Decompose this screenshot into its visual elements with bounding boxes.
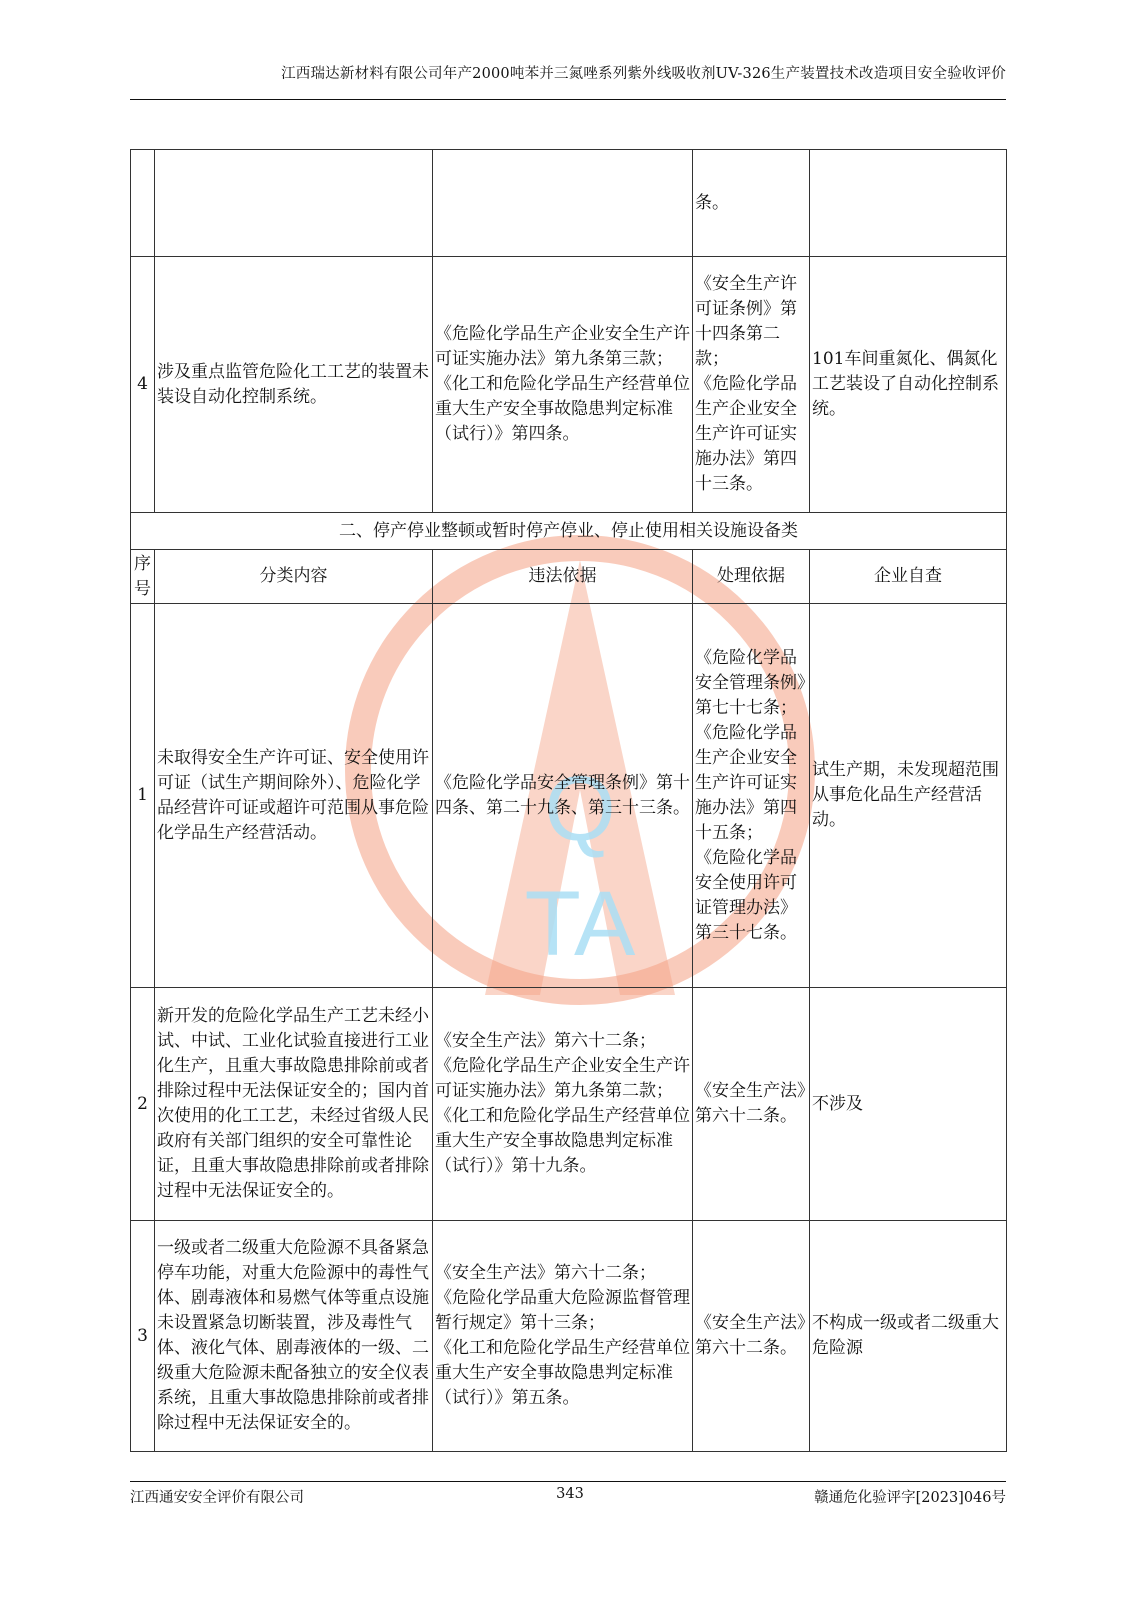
header-rule bbox=[130, 99, 1006, 100]
cell-content: 未取得安全生产许可证、安全使用许可证（试生产期间除外）、危险化学品经营许可证或超许可范围从事危险化学品生产经营活动。 bbox=[155, 604, 433, 988]
cell-basis: 《安全生产法》第六十二条。 bbox=[693, 988, 810, 1221]
cell-content bbox=[155, 150, 433, 257]
cell-basis: 《安全生产法》第六十二条。 bbox=[693, 1221, 810, 1452]
cell-self-check: 不涉及 bbox=[810, 988, 1007, 1221]
cell-basis: 《危险化学品安全管理条例》第七十七条； 《危险化学品生产企业安全生产许可证实施办法》第四十五条； 《危险化学品安全使用许可证管理办法》第三十七条。 bbox=[693, 604, 810, 988]
table-row-carry bbox=[131, 150, 1007, 257]
cell-content: 涉及重点监管危险化工工艺的装置未装设自动化控制系统。 bbox=[155, 257, 433, 513]
cell-self-check: 不构成一级或者二级重大危险源 bbox=[810, 1221, 1007, 1452]
cell-violation bbox=[433, 150, 693, 257]
footer-doc-number: 赣通危化验评字[2023]046号 bbox=[814, 1490, 1006, 1506]
column-header-violation: 违法依据 bbox=[433, 550, 693, 604]
table-row bbox=[131, 604, 1007, 988]
cell-seq: 2 bbox=[131, 988, 155, 1221]
table-row bbox=[131, 988, 1007, 1221]
classification-table bbox=[130, 149, 1007, 1452]
cell-violation: 《危险化学品安全管理条例》第十四条、第二十九条、第三十三条。 bbox=[433, 604, 693, 988]
section-title: 二、停产停业整顿或暂时停产停业、停止使用相关设施设备类 bbox=[131, 513, 1007, 550]
column-header-basis: 处理依据 bbox=[693, 550, 810, 604]
cell-basis: 《安全生产许可证条例》第十四条第二款； 《危险化学品生产企业安全生产许可证实施办法》第四十三条。 bbox=[693, 257, 810, 513]
page-number: 343 bbox=[556, 1486, 584, 1502]
footer-company: 江西通安安全评价有限公司 bbox=[130, 1490, 304, 1506]
cell-seq: 3 bbox=[131, 1221, 155, 1452]
cell-basis: 条。 bbox=[693, 150, 810, 257]
cell-seq: 1 bbox=[131, 604, 155, 988]
column-header-content: 分类内容 bbox=[155, 550, 433, 604]
column-header-seq: 序号 bbox=[131, 550, 155, 604]
cell-violation: 《危险化学品生产企业安全生产许可证实施办法》第九条第三款； 《化工和危险化学品生产经营单位重大生产安全事故隐患判定标准（试行）》第四条。 bbox=[433, 257, 693, 513]
cell-violation: 《安全生产法》第六十二条； 《危险化学品重大危险源监督管理暂行规定》第十三条； 《化工和危险化学品生产经营单位重大生产安全事故隐患判定标准（试行）》第五条。 bbox=[433, 1221, 693, 1452]
section-title-row bbox=[131, 513, 1007, 550]
cell-self-check bbox=[810, 150, 1007, 257]
footer-rule bbox=[130, 1481, 1006, 1482]
cell-self-check: 101车间重氮化、偶氮化工艺装设了自动化控制系统。 bbox=[810, 257, 1007, 513]
column-header-row bbox=[131, 550, 1007, 604]
column-header-self-check: 企业自查 bbox=[810, 550, 1007, 604]
watermark-q: Q bbox=[544, 758, 616, 860]
cell-content: 新开发的危险化学品生产工艺未经小试、中试、工业化试验直接进行工业化生产，且重大事故隐患排除前或者排除过程中无法保证安全的；国内首次使用的化工工艺，未经过省级人民政府有关部门组织的安全可靠性论证，且重大事故隐患排除前或者排除过程中无法保证安全的。 bbox=[155, 988, 433, 1221]
watermark-ta: TA bbox=[524, 873, 636, 975]
cell-seq: 4 bbox=[131, 257, 155, 513]
cell-violation: 《安全生产法》第六十二条； 《危险化学品生产企业安全生产许可证实施办法》第九条第二款； 《化工和危险化学品生产经营单位重大生产安全事故隐患判定标准（试行）》第十九条。 bbox=[433, 988, 693, 1221]
cell-self-check: 试生产期，未发现超范围从事危化品生产经营活动。 bbox=[810, 604, 1007, 988]
page-header: 江西瑞达新材料有限公司年产2000吨苯并三氮唑系列紫外线吸收剂UV-326生产装置技术改造项目安全验收评价 bbox=[281, 66, 1006, 82]
cell-seq bbox=[131, 150, 155, 257]
table-row bbox=[131, 1221, 1007, 1452]
cell-content: 一级或者二级重大危险源不具备紧急停车功能，对重大危险源中的毒性气体、剧毒液体和易燃气体等重点设施未设置紧急切断装置，涉及毒性气体、液化气体、剧毒液体的一级、二级重大危险源未配备独立的安全仪表系统，且重大事故隐患排除前或者排除过程中无法保证安全的。 bbox=[155, 1221, 433, 1452]
table-row bbox=[131, 257, 1007, 513]
